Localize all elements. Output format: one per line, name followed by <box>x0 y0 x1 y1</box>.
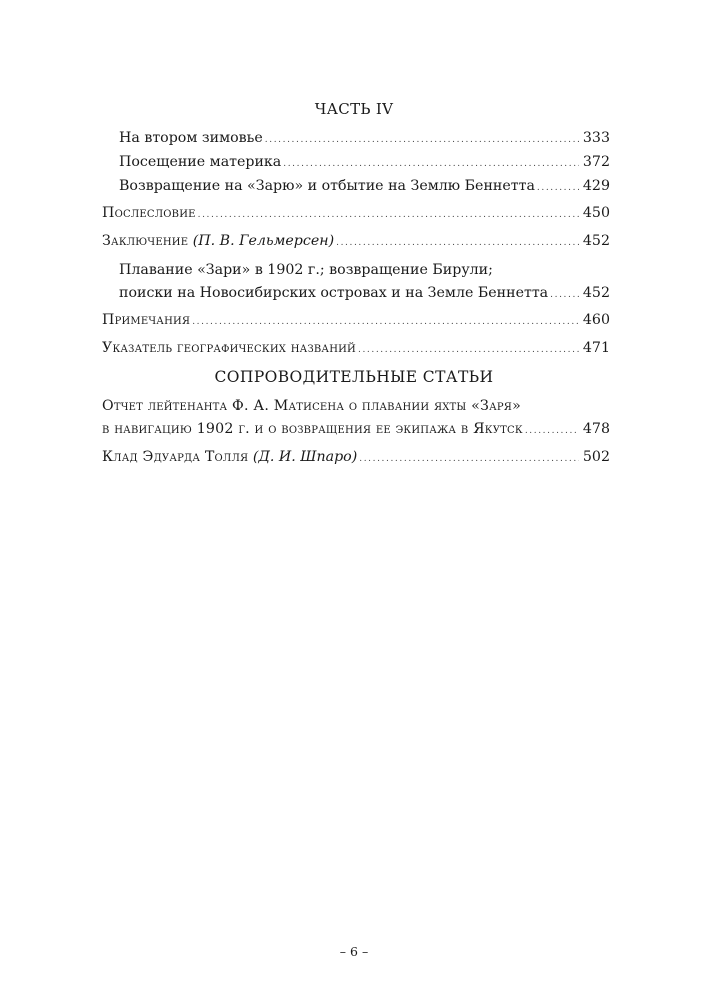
toc-entry-notes[interactable] <box>102 311 610 329</box>
leader-dots <box>358 346 579 355</box>
toc-entry-title <box>102 232 334 250</box>
leader-dots <box>192 318 579 327</box>
supplement-heading: СОПРОВОДИТЕЛЬНЫЕ СТАТЬИ <box>214 368 494 386</box>
treasure-author: (Д. И. Шпаро) <box>252 449 358 465</box>
report-title-line1[interactable]: Отчет лейтенанта Ф. А. Матисена о плавании яхты «Заря» <box>102 398 521 414</box>
toc-entry-title: в навигацию 1902 г. и о возвращения ее экипажа в Якутск <box>102 421 523 437</box>
toc-entry[interactable] <box>119 129 610 147</box>
leader-dots <box>359 455 579 464</box>
conclusion-author: (П. В. Гельмерсен) <box>192 233 335 249</box>
toc-entry-page: 452 <box>582 285 610 301</box>
leader-dots <box>525 427 579 436</box>
toc-entry[interactable] <box>119 177 610 195</box>
toc-entry-page: 450 <box>582 205 610 221</box>
toc-entry-page: 452 <box>582 233 610 249</box>
toc-entry-title: поиски на Новосибирских островах и на Земле Беннетта <box>119 285 549 301</box>
toc-entry-afterword[interactable] <box>102 204 610 222</box>
toc-entry-conclusion[interactable] <box>102 232 610 250</box>
leader-dots <box>265 136 579 145</box>
toc-entry-page: 478 <box>582 421 610 437</box>
toc-entry-title <box>102 448 357 466</box>
toc-entry-page: 502 <box>582 449 610 465</box>
toc-entry-title: Примечания <box>102 312 191 328</box>
toc-entry-page: 429 <box>582 178 610 194</box>
leader-dots <box>283 160 579 169</box>
leader-dots <box>537 184 579 193</box>
voyage-title-line1[interactable]: Плавание «Зари» в 1902 г.; возвращение Бирули; <box>119 262 493 278</box>
toc-entry-page: 333 <box>582 130 610 146</box>
toc-entry-index[interactable] <box>102 339 610 357</box>
toc-entry-treasure[interactable] <box>102 448 610 466</box>
toc-entry-title: Возвращение на «Зарю» и отбытие на Землю Беннетта <box>119 178 535 194</box>
leader-dots <box>550 291 579 300</box>
toc-entry-page: 460 <box>582 312 610 328</box>
page-number: – 6 – <box>339 944 369 959</box>
conclusion-title: Заключение <box>102 233 189 249</box>
toc-entry[interactable] <box>119 153 610 171</box>
leader-dots <box>336 239 579 248</box>
toc-entry-title: Указатель географических названий <box>102 340 356 356</box>
toc-entry-page: 372 <box>582 154 610 170</box>
treasure-title: Клад Эдуарда Толля <box>102 449 249 465</box>
toc-entry-page: 471 <box>582 340 610 356</box>
leader-dots <box>198 211 579 220</box>
toc-entry-title: Послесловие <box>102 205 196 221</box>
part-heading: ЧАСТЬ IV <box>314 100 394 118</box>
toc-entry-title: На втором зимовье <box>119 130 263 146</box>
toc-entry-report[interactable] <box>102 420 610 438</box>
toc-entry-title: Посещение материка <box>119 154 282 170</box>
toc-entry-voyage[interactable] <box>119 284 610 302</box>
